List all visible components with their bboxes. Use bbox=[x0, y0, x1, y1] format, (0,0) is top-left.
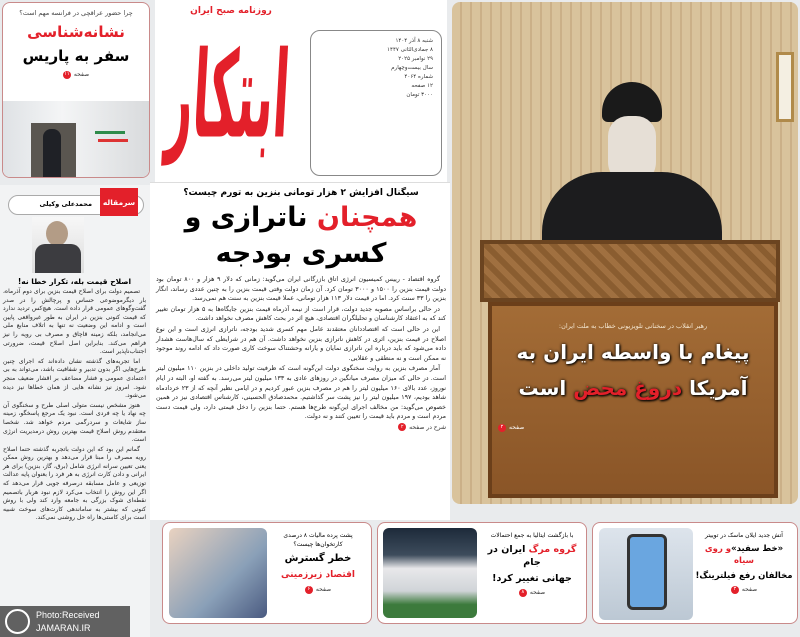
teaser-page-ref bbox=[63, 70, 89, 79]
page-label: صفحه bbox=[315, 586, 332, 593]
headline-text: آمریکا bbox=[689, 376, 748, 400]
headline-red-word: دروغ محض bbox=[573, 376, 683, 400]
page-label: صفحه bbox=[741, 586, 758, 593]
flag-stripe bbox=[98, 139, 128, 142]
teaser-text bbox=[271, 531, 365, 594]
phone-icon bbox=[627, 534, 667, 610]
page-label: صفحه bbox=[73, 71, 90, 78]
page-number: ۸ bbox=[519, 589, 527, 597]
jamaran-watermark bbox=[0, 606, 130, 637]
author-suit bbox=[35, 244, 81, 273]
lead-photo[interactable] bbox=[452, 2, 798, 504]
main-headline-line1 bbox=[156, 200, 446, 236]
teaser-title: خطر گسترش bbox=[284, 553, 352, 564]
main-headline-line2: کسری بودجه bbox=[215, 238, 387, 269]
teaser-title-line2: مخالفان رفع فیلترینگ! bbox=[695, 571, 793, 581]
headline-red-word: و روی سیاه bbox=[704, 544, 755, 566]
body-paragraph: آمار مصرف بنزین به روایت سخنگوی دولت این‌گونه است که ظرفیت تولید داخلی در بنزین ۱۱۰ میلیون لیتر است. در حالی که میزان مصرف میانگین در روزهای عادی به ۱۳۳ میلیون لیتر می‌رسد. به گفته او، البته در ایام نوروز، عدد بالای ۱۶۰ میلیون لیتر را هم در مصرف بنزین عبور کردیم و در ایامی نظیر آنچه که از ۲۳ خردادماه شاهد بودیم، ۱۹۷ میلیون لیتر را نیز پشت سر گذاشتیم. محمدصادق الحسینی، کارشناس اقتصادی نیز در همین خصوص می‌گوید: من مخالف اجرای این‌گونه طرح‌ها هستم. حتما بنزین را دخل قیمتی دارد، ولی قیمت دست مردم است و مردم باید قیمت را تعیین کنند و نه دولت. bbox=[156, 365, 446, 421]
headline-red-word: گروه مرگ bbox=[528, 544, 577, 555]
issue-hijri-date: ۸ جمادی‌الثانی ۱۴۴۷ bbox=[387, 47, 433, 53]
teaser-text bbox=[482, 531, 582, 597]
watermark-line2: JAMARAN.IR bbox=[36, 623, 91, 633]
author-photo bbox=[32, 217, 84, 273]
photo-page-ref[interactable] bbox=[498, 423, 524, 432]
editorial-body bbox=[3, 288, 146, 523]
teaser-kicker: با بازگشت ایتالیا به جمع احتمالات bbox=[490, 532, 574, 539]
issue-info bbox=[387, 37, 433, 100]
teaser-page-ref bbox=[305, 585, 331, 594]
teaser-title bbox=[694, 543, 794, 567]
main-story[interactable] bbox=[150, 182, 450, 520]
headline-red-word: همچنان bbox=[316, 202, 418, 233]
podium-board bbox=[488, 302, 778, 498]
photo-headline-line1: پیغام با واسطه ایران به bbox=[516, 340, 750, 364]
headline-text: ایران در جام bbox=[487, 544, 541, 568]
teaser-title-red: نشانه‌شناسی bbox=[27, 23, 125, 41]
headline-text: است bbox=[518, 376, 567, 400]
teaser-title: سفر به پاریس bbox=[22, 47, 130, 65]
issue-gregorian-date: ۲۹ نوامبر ۲۰۲۵ bbox=[398, 56, 433, 62]
continued-link[interactable] bbox=[398, 423, 446, 432]
teaser-title bbox=[482, 543, 582, 569]
issue-info-box bbox=[310, 30, 442, 176]
flag-stripe bbox=[95, 131, 125, 134]
body-paragraph: در حالی براساس مصوبه جدید دولت، قرار است از نیمه آذرماه قیمت بنزین جایگاه‌ها به ۵ هزار تومان تغییر کند که به اعتقاد کارشناسان و تحلیلگران اقتصادی، هیچ اثر در بحث کاهش مصرف نخواهد داشت. bbox=[156, 305, 446, 323]
page-number: ۳ bbox=[731, 586, 739, 594]
phone-vpn-photo bbox=[599, 528, 693, 620]
editorial-tag: سرمقاله bbox=[100, 188, 138, 216]
editorial-text bbox=[3, 276, 146, 524]
page-number: ۶ bbox=[305, 586, 313, 594]
body-paragraph: هنوز مشخص نیست متولی اصلی طرح و سخنگوی آن چه نهاد یا چه فردی است. نبود یک مرجع پاسخگو، زمینه ساز شایعات و سردرگمی مردم خواهد شد. شخصا معتقدم روش اصلاح قیمت بهترین روش درمدیریت انرژی است. bbox=[3, 401, 146, 444]
author-name: محمدعلی وکیلی bbox=[39, 200, 92, 208]
editorial-column[interactable] bbox=[0, 185, 150, 637]
teaser-kicker: پشت پرده مالیات ۸ درصدی کارتخوان‌ها چیست؟ bbox=[283, 532, 353, 548]
teaser-underground-economy[interactable] bbox=[162, 522, 372, 624]
jamaran-logo-icon bbox=[5, 609, 30, 634]
price: ۳۰۰۰ تومان bbox=[406, 92, 433, 98]
teaser-paris-trip[interactable] bbox=[2, 2, 150, 178]
teaser-title-line2: جهانی تغییر کرد! bbox=[492, 573, 572, 584]
issue-year: سال بیست‌وچهارم bbox=[391, 65, 433, 71]
headline-text: ناترازی و bbox=[184, 202, 308, 233]
editorial-title: اصلاح قیمت بله، تکرار خطا نه! bbox=[17, 277, 132, 286]
teaser-title-red: اقتصاد زیرزمینی bbox=[280, 570, 356, 580]
speaker-figure bbox=[542, 82, 722, 252]
person-figure bbox=[43, 129, 61, 178]
headline-text: «خط سفید» bbox=[731, 544, 784, 554]
teaser-kicker: آتش جدید ایلان ماسک در توییتر bbox=[705, 532, 783, 539]
photo-frame-right bbox=[776, 52, 794, 122]
body-paragraph: تصمیم دولت برای اصلاح قیمت بنزین برای دوم آذرماه، بار دیگرموضوعی حساس و پرچالش را در صدر گفت‌وگوهای عمومی قرار داده است. هیچ‌کس تردید ندارد که قیمت کنونی بنزین در ایران به طور غیرواقعی پایین است و ادامه این وضعیت نه تنها به اتلاف منابع ملی می‌انجامد، بلکه زمینه قاچاق و مصرف بی رویه را نیز فراهم می‌کند. بنابراین اصل اصلاح قیمت، ضرورتی اجتناب‌ناپذیر است. bbox=[3, 288, 146, 356]
page-label: صفحه bbox=[529, 589, 546, 596]
masthead bbox=[155, 0, 447, 182]
issue-number: شماره ۴۰۶۴ bbox=[404, 74, 433, 80]
page-count: ۱۲ صفحه bbox=[411, 83, 433, 89]
teaser-musk-filtering[interactable] bbox=[592, 522, 798, 624]
teaser-world-cup[interactable] bbox=[377, 522, 587, 624]
continued-label: شرح در صفحه bbox=[409, 423, 446, 431]
body-paragraph: گمانم این بود که این دولت باتجربه گذشته حتما اصلاح رویه مصرف را مبنا قرار می‌دهد و بهترین روش ممکن یعنی تعیین سرانه انرژی شامل (برق، گاز، بنزین) برای هر ایرانی و دادن کارت انرژی به هر فرد را بعنوان پایه عدالت توزیعی و عامل مسابقه درصرفه جویی قرار می‌دهد که اگر این روش را انتخاب می‌کرد لازم نبود هربار باتصمیم نقطه‌ای شوک بزرگی به جامعه وارد کند ولی با روش کنونی که بیشتر به ساماندهی کارت‌های سوخت شبیه است برای کاستی‌ها راه‌ حل روشنی نمی‌کند. bbox=[3, 445, 146, 522]
teaser-page-ref bbox=[731, 585, 757, 594]
football-team-photo bbox=[383, 528, 477, 618]
teaser-text bbox=[7, 9, 145, 79]
newspaper-subtitle: روزنامه صبح ایران bbox=[190, 6, 272, 16]
podium-top bbox=[480, 240, 780, 302]
card-reader-photo bbox=[169, 528, 267, 618]
teaser-text bbox=[694, 531, 794, 594]
photo-caption: رهبر انقلاب در سخنانی تلویزیونی خطاب به ملت ایران: bbox=[558, 322, 708, 330]
issue-date: شنبه ۸ آذر ۱۴۰۴ bbox=[395, 38, 433, 44]
page-label: صفحه bbox=[509, 424, 525, 431]
main-kicker: سیگنال افزایش ۲ هزار تومانی بنزین به تورم چیست؟ bbox=[183, 188, 419, 198]
airplane-photo bbox=[3, 101, 150, 178]
teaser-page-ref bbox=[519, 588, 545, 597]
page-number: ۲ bbox=[498, 424, 506, 432]
page-number: ۲ bbox=[398, 423, 406, 431]
main-body bbox=[156, 275, 446, 433]
body-paragraph: اما تجربه‌های گذشته نشان داده‌اند که اجرای چنین طرح‌هایی اگر بدون تدبیر و شفافیت باشد، می‌تواند به بی اعتمادی عمومی و فشار مضاعف بر اقشار ضعیف منجر شود. امروز نیز نشانه هایی از همان خطاها نیز دیده می‌شود. bbox=[3, 357, 146, 400]
author-head bbox=[46, 221, 68, 246]
photo-headline-line2 bbox=[519, 373, 748, 403]
page-number: ۱۱ bbox=[64, 71, 70, 77]
teaser-kicker: چرا حضور عراقچی در فرانسه مهم است؟ bbox=[19, 9, 133, 17]
newspaper-logo: ابتکار bbox=[163, 24, 294, 165]
body-paragraph: گروه اقتصاد - رییس کمیسیون انرژی اتاق بازرگانی ایران می‌گوید: زمانی که دلار ۹ هزار و ۸۰۰ تومان بود دولت قیمت بنزین را ۱۵۰۰ و ۳۰۰۰ تومان کرد. آن زمان دولت وقتی قیمت بنزین را به چنین عددی رساند، انگار بنزین را ۳۳ سنت کرد. اما در قیمت دلار ۱۱۳ هزار تومانی، عملا قیمت بنزین به سنت هم نمی‌رسد. bbox=[156, 276, 446, 303]
body-paragraph: این در حالی است که اقتصاددانان معتقدند عامل مهم کسری شدید بودجه، ناترازی انرژی است و این نوع اصلاح در قیمت بنزین، اثری در کاهش ناترازی بنزین نخواهد داشت. آن هم در شرایطی که سال‌هاست هشدار داده می‌شود که باید درباره این ناترازی نمایان و یارانه وحشتناک سوخت کاری صورت داد که ادامه روند موجود نه ممکن است و نه منطقی و عقلایی. bbox=[156, 325, 446, 362]
watermark-line1: Photo:Received bbox=[36, 610, 100, 620]
